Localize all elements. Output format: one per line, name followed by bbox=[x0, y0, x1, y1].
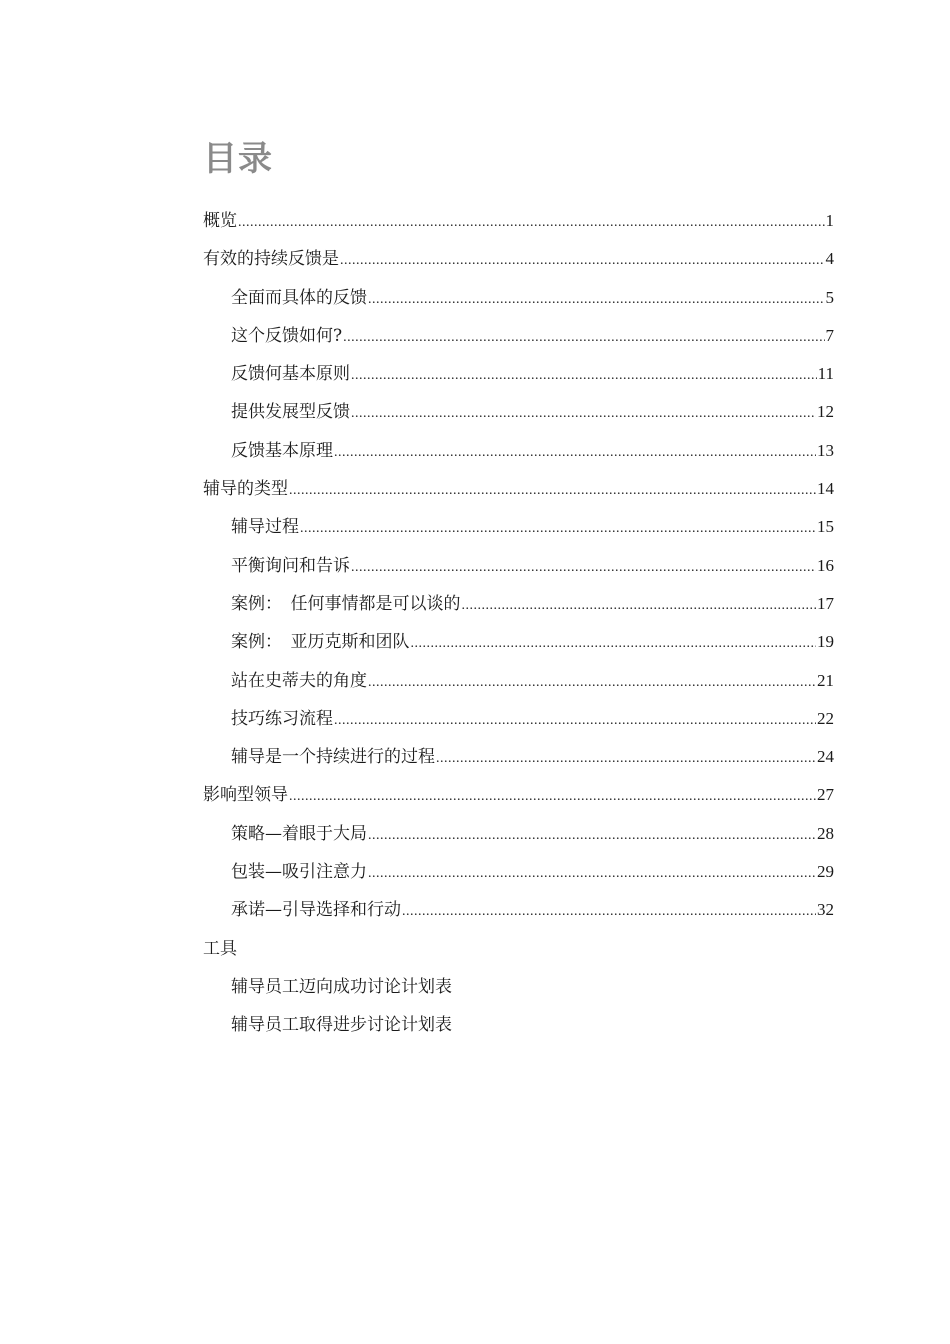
toc-page-number: 19 bbox=[817, 632, 834, 652]
toc-entry-title: 辅导员工迈向成功讨论计划表 bbox=[231, 976, 452, 997]
toc-entry-title: 影响型领导 bbox=[203, 785, 288, 806]
toc-page-number: 32 bbox=[817, 900, 834, 920]
toc-entry-title: 辅导员工取得进步讨论计划表 bbox=[231, 1015, 452, 1036]
toc-page-number: 12 bbox=[817, 402, 834, 422]
toc-dot-leader bbox=[368, 817, 816, 855]
toc-page-number: 4 bbox=[825, 249, 834, 269]
toc-entry[interactable] bbox=[203, 776, 834, 814]
toc-entry[interactable] bbox=[203, 930, 834, 968]
toc-entry[interactable] bbox=[203, 355, 834, 393]
toc-page-number: 1 bbox=[825, 211, 834, 230]
toc-entry-title: 提供发展型反馈 bbox=[231, 402, 350, 423]
toc-entry[interactable] bbox=[203, 240, 834, 278]
toc-dot-leader bbox=[343, 319, 824, 357]
toc-page-number: 22 bbox=[817, 708, 834, 728]
toc-entry[interactable] bbox=[203, 470, 834, 508]
toc-dot-leader bbox=[462, 587, 817, 625]
toc-entry-title: 这个反馈如何? bbox=[231, 325, 343, 346]
toc-dot-leader bbox=[411, 625, 817, 663]
toc-dot-leader bbox=[334, 434, 816, 472]
toc-entry[interactable] bbox=[203, 1006, 834, 1044]
toc-entry[interactable] bbox=[203, 202, 834, 240]
toc-dot-leader bbox=[289, 472, 816, 510]
toc-page-number: 11 bbox=[817, 364, 834, 384]
toc-page-number: 7 bbox=[825, 325, 834, 345]
toc-entry[interactable] bbox=[203, 738, 834, 776]
toc-entry-title: 有效的持续反馈是 bbox=[203, 249, 339, 270]
toc-dot-leader bbox=[351, 357, 817, 395]
toc-entry[interactable] bbox=[203, 317, 834, 355]
toc-page-number: 28 bbox=[817, 823, 834, 843]
toc-title: 目录 bbox=[203, 139, 273, 179]
toc-entry-title: 站在史蒂夫的角度 bbox=[231, 670, 367, 691]
toc-entry[interactable] bbox=[203, 968, 834, 1006]
toc-entry[interactable] bbox=[203, 623, 834, 661]
toc-dot-leader bbox=[300, 510, 816, 548]
toc-entry[interactable] bbox=[203, 585, 834, 623]
toc-entry-title: 包装—吸引注意力 bbox=[231, 862, 367, 883]
toc-page-number: 27 bbox=[817, 785, 834, 805]
toc-entry-title: 案例： 任何事情都是可以谈的 bbox=[231, 593, 461, 614]
toc-page-number: 15 bbox=[817, 517, 834, 537]
toc-dot-leader bbox=[368, 855, 816, 893]
toc-entry-title: 反馈基本原理 bbox=[231, 440, 333, 461]
toc-page-number: 16 bbox=[817, 555, 834, 575]
toc-entry[interactable] bbox=[203, 279, 834, 317]
toc-entry[interactable] bbox=[203, 853, 834, 891]
toc-entry-title: 全面而具体的反馈 bbox=[231, 287, 367, 308]
toc-entry[interactable] bbox=[203, 393, 834, 431]
toc-dot-leader bbox=[289, 778, 816, 816]
toc-entry-title: 案例： 亚历克斯和团队 bbox=[231, 632, 410, 653]
toc-dot-leader bbox=[436, 740, 816, 778]
toc-dot-leader bbox=[351, 549, 816, 587]
toc-entry-title: 承诺—引导选择和行动 bbox=[231, 900, 401, 921]
toc-page-number: 21 bbox=[817, 670, 834, 690]
toc-dot-leader bbox=[334, 702, 816, 740]
toc-page-number: 17 bbox=[817, 593, 834, 613]
toc-dot-leader bbox=[402, 893, 816, 931]
toc-entry[interactable] bbox=[203, 432, 834, 470]
toc-entry-title: 平衡询问和告诉 bbox=[231, 555, 350, 576]
toc-entry-title: 概览 bbox=[203, 211, 237, 231]
toc-dot-leader bbox=[238, 204, 825, 242]
toc-page-number: 5 bbox=[825, 287, 834, 307]
toc-entry-title: 反馈何基本原则 bbox=[231, 364, 350, 385]
toc-page-number: 14 bbox=[817, 479, 834, 499]
toc-page-number: 13 bbox=[817, 440, 834, 460]
toc-entry-title: 辅导过程 bbox=[231, 517, 299, 538]
toc-entry-title: 工具 bbox=[203, 938, 237, 959]
toc-entry-title: 辅导的类型 bbox=[203, 479, 288, 500]
toc-dot-leader bbox=[351, 395, 816, 433]
toc-dot-leader bbox=[368, 664, 816, 702]
toc-page-number: 29 bbox=[817, 862, 834, 882]
toc-entry[interactable] bbox=[203, 547, 834, 585]
toc-entry[interactable] bbox=[203, 662, 834, 700]
toc-entry-title: 策略—着眼于大局 bbox=[231, 823, 367, 844]
toc-page-number: 24 bbox=[817, 747, 834, 767]
toc-entry[interactable] bbox=[203, 815, 834, 853]
toc-entry[interactable] bbox=[203, 891, 834, 929]
toc-dot-leader bbox=[368, 281, 825, 319]
toc-entry-title: 技巧练习流程 bbox=[231, 708, 333, 729]
toc-entry-title: 辅导是一个持续进行的过程 bbox=[231, 747, 435, 768]
toc-entry[interactable] bbox=[203, 508, 834, 546]
toc-dot-leader bbox=[340, 242, 825, 280]
toc-list bbox=[203, 202, 834, 1045]
toc-entry[interactable] bbox=[203, 700, 834, 738]
